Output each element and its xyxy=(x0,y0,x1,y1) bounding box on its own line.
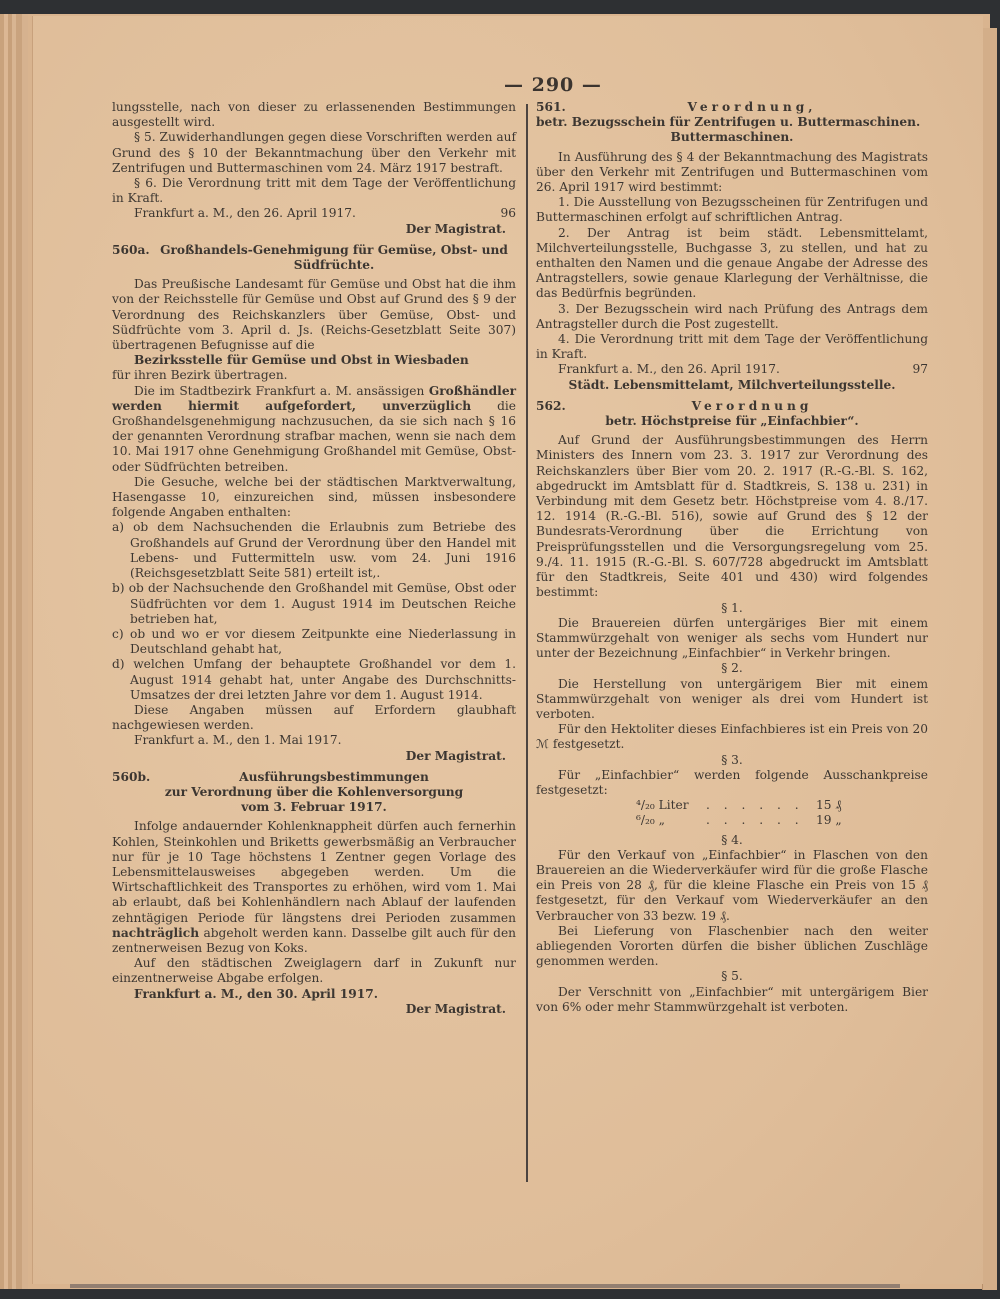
paragraph-heading: § 5. xyxy=(721,969,743,984)
page-number: — 290 — xyxy=(504,74,602,96)
signature: Der Magistrat. xyxy=(405,1001,506,1016)
section-560a-intro: Das Preußische Landesamt für Gemüse und Obst hat die ihm von der Reichsstelle für Gemüse und Obst auf Grund des § 9 der Verordnung des Reichskanzlers über Gemüse, Obst- und Südfrüchte vom 3. April d. Js. (Reichs-Gesetzblatt Seite 307) übertragenen Befugnisse auf die xyxy=(112,277,516,353)
column-divider xyxy=(526,104,528,1182)
paragraph-6: § 6. Die Verordnung tritt mit dem Tage der Veröffentlichung in Kraft. xyxy=(112,176,516,206)
price-row: ⁴/₂₀ Liter . . . . . . 15 ₰ xyxy=(636,798,842,813)
section-560a-paragraph-2: Die im Stadtbezirk Frankfurt a. M. ansässigen Großhändler werden hiermit aufgefordert, unverzüglich die Großhandelsgenehmigung nachzusuchen, da sie sich nach § 16 der genannten Verordnung strafbar machen, wenn sie nach dem 10. Mai 1917 ohne Genehmigung Großhandel mit Gemüse, Obst- oder Südfrüchten betreiben. xyxy=(112,383,516,474)
reference-number: 97 xyxy=(912,362,928,377)
paragraph-5: § 5. Zuwiderhandlungen gegen diese Vorschriften werden auf Grund des § 10 der Bekanntmachung über den Verkehr mit Zentrifugen und Buttermaschinen vom 24. März 1917 bestraft. xyxy=(112,130,516,175)
paragraph-text: Für den Verkauf von „Einfachbier“ in Flaschen von den Brauereien an die Wiederverkäufer wird für die große Flasche ein Preis von 28 ₰, für die kleine Flasche ein Preis von 15 ₰ festgesetzt, für den Verkauf vom Wiederverkäufer an den Verbraucher von 33 bezw. 19 ₰. xyxy=(536,847,928,923)
reference-number: 96 xyxy=(500,206,516,221)
section-number: 562. xyxy=(536,398,566,413)
section-subtitle: vom 3. Februar 1917. xyxy=(241,800,387,815)
requirements-list xyxy=(112,520,516,702)
dateline xyxy=(112,206,516,221)
paragraph-text: Für „Einfachbier“ werden folgende Ausschankpreise festgesetzt: xyxy=(536,767,928,797)
list-item: c) ob und wo er vor diesem Zeitpunkte eine Niederlassung in Deutschland gehabt hat, xyxy=(112,626,517,657)
list-item: a) ob dem Nachsuchenden die Erlaubnis zum Betriebe des Großhandels auf Grund der Verordnung über den Handel mit Lebens- und Futtermitteln usw. vom 24. Juni 1916 (Reichsgesetzblatt Seite 581) erteilt ist,. xyxy=(112,520,517,581)
facing-page-edge xyxy=(982,28,997,1290)
price-table xyxy=(536,798,928,828)
section-560a-paragraph-3: Die Gesuche, welche bei der städtischen Marktverwaltung, Hasengasse 10, einzureichen sind, müssen insbesondere folgende Angaben enthalten: xyxy=(112,474,516,520)
continuation-text: lungsstelle, nach von dieser zu erlassenenden Bestimmungen ausgestellt wird. xyxy=(112,100,516,130)
section-560b-paragraph-1: Infolge andauernder Kohlenknappheit dürfen auch fernerhin Kohlen, Steinkohlen und Briketts gewerbsmäßig an Verbraucher nur für je 10 Tage höchstens 1 Zentner gegen Vorlage des Lebensmittelausweises abgegeben werden. Um die Wirtschaftlichkeit des Transportes zu erhöhen, wird vom 1. Mai ab erlaubt, daß bei Kohlenhändlern nach Ablauf der laufenden zehntägigen Periode für längstens drei Perioden zusammen nachträglich abgeholt werden kann. Dasselbe gilt auch für den zentnerweisen Bezug von Koks. xyxy=(112,819,517,955)
section-560a-paragraph-4: Diese Angaben müssen auf Erfordern glaubhaft nachgewiesen werden. xyxy=(112,702,516,733)
list-item: b) ob der Nachsuchende den Großhandel mit Gemüse, Obst oder Südfrüchten vor dem 1. August 1914 im Deutschen Reiche betrieben hat, xyxy=(112,581,517,626)
paragraph-text: Der Verschnitt von „Einfachbier“ mit untergärigem Bier von 6% oder mehr Stammwürzgehalt ist verboten. xyxy=(536,984,928,1014)
list-item: 1. Die Ausstellung von Bezugsscheinen für Zentrifugen und Buttermaschinen erfolgt auf schriftlichen Antrag. xyxy=(536,195,928,225)
paragraph-heading: § 4. xyxy=(721,832,743,847)
section-560a-authority: Bezirksstelle für Gemüse und Obst in Wiesbaden xyxy=(134,353,469,368)
section-subtitle: betr. Bezugsschein für Zentrifugen u. Buttermaschinen. xyxy=(536,115,921,130)
section-560b-paragraph-2: Auf den städtischen Zweiglagern darf in Zukunft nur einzentnerweise Abgabe erfolgen. xyxy=(112,956,516,986)
section-561-intro: In Ausführung des § 4 der Bekanntmachung des Magistrats über den Verkehr mit Zentrifugen und Buttermaschinen vom 26. April 1917 wird bestimmt: xyxy=(536,149,928,195)
section-number: 560a. xyxy=(112,242,150,257)
paragraph-text: Bei Lieferung von Flaschenbier nach den weiter abliegenden Vororten dürfen die bisher üblichen Zuschläge genommen werden. xyxy=(536,923,928,969)
right-column xyxy=(536,100,928,1015)
price-row: ⁶/₂₀ „ . . . . . . 19 „ xyxy=(636,813,842,828)
list-item: d) welchen Umfang der behauptete Großhandel vor dem 1. August 1914 gehabt hat, unter Angabe des Durchschnitts-Umsatzes der drei letzten Jahre vor dem 1. August 1914. xyxy=(112,657,517,702)
section-subtitle: zur Verordnung über die Kohlenversorgung xyxy=(164,784,464,799)
list-item: 3. Der Bezugsschein wird nach Prüfung des Antrags dem Antragsteller durch die Post zugestellt. xyxy=(536,301,928,331)
paragraph-text: Die Herstellung von untergärigem Bier mit einem Stammwürzgehalt von weniger als drei vom Hundert ist verboten. xyxy=(536,676,928,721)
section-subtitle-2: Buttermaschinen. xyxy=(670,130,794,145)
dateline xyxy=(536,362,928,377)
date: Frankfurt a. M., den 26. April 1917. xyxy=(558,362,780,377)
section-number: 560b. xyxy=(112,769,151,784)
date: Frankfurt a. M., den 30. April 1917. xyxy=(134,986,378,1001)
signature: Der Magistrat. xyxy=(405,748,506,763)
signature: Städt. Lebensmittelamt, Milchverteilungsstelle. xyxy=(568,377,896,392)
section-560b-heading xyxy=(112,770,516,785)
section-subtitle: betr. Höchstpreise für „Einfachbier“. xyxy=(605,414,859,429)
section-562-heading xyxy=(536,399,928,414)
list-item: 2. Der Antrag ist beim städt. Lebensmittelamt, Milchverteilungsstelle, Buchgasse 3, zu stellen, und hat zu enthalten den Namen und die genaue Angabe der Adresse des Antragstellers, sowie genaue Klarlegung der Verhältnisse, die das Bedürfnis begründen. xyxy=(536,225,928,301)
section-title: Ausführungsbestimmungen xyxy=(239,769,429,784)
section-title: Verordnung, xyxy=(687,100,817,114)
section-number: 561. xyxy=(536,100,566,114)
section-title: Großhandels-Genehmigung für Gemüse, Obst- und Südfrüchte. xyxy=(160,242,508,273)
date: Frankfurt a. M., den 26. April 1917. xyxy=(134,206,356,221)
paragraph-heading: § 1. xyxy=(721,600,743,615)
section-title: Verordnung xyxy=(691,398,813,413)
section-560a-intro-tail: für ihren Bezirk übertragen. xyxy=(112,368,288,383)
signature: Der Magistrat. xyxy=(405,221,506,236)
paragraph-heading: § 3. xyxy=(721,752,743,767)
section-561-heading xyxy=(536,100,928,115)
date: Frankfurt a. M., den 1. Mai 1917. xyxy=(134,733,342,748)
paragraph-text: Für den Hektoliter dieses Einfachbieres ist ein Preis von 20 ℳ festgesetzt. xyxy=(536,722,928,752)
section-562-intro: Auf Grund der Ausführungsbestimmungen des Herrn Ministers des Innern vom 23. 3. 1917 zur Verordnung des Reichskanzlers über Bier vom 20. 2. 1917 (R.-G.-Bl. S. 162, abgedruckt im Amtsblatt für d. Stadtkreis, S. 138 u. 231) in Verbindung mit dem Gesetz betr. Höchstpreise vom 4. 8./17. 12. 1914 (R.-G.-Bl. 516), sowie auf Grund des § 12 der Bundesrats-Verordnung über die Errichtung von Preisprüfungsstellen und die Versorgungsregelung vom 25. 9./4. 11. 1915 (R.-G.-Bl. S. 607/728 abgedruckt im Amtsblatt für den Stadtkreis, Seite 401 und 430) wird folgendes bestimmt: xyxy=(536,433,928,600)
list-item: 4. Die Verordnung tritt mit dem Tage der Veröffentlichung in Kraft. xyxy=(536,332,928,362)
section-560a-heading xyxy=(112,243,516,273)
paragraph-heading: § 2. xyxy=(721,661,743,676)
paragraph-text: Die Brauereien dürfen untergäriges Bier mit einem Stammwürzgehalt von weniger als sechs vom Hundert nur unter der Bezeichnung „Einfachbier“ in Verkehr bringen. xyxy=(536,615,928,661)
left-column xyxy=(112,100,516,1017)
